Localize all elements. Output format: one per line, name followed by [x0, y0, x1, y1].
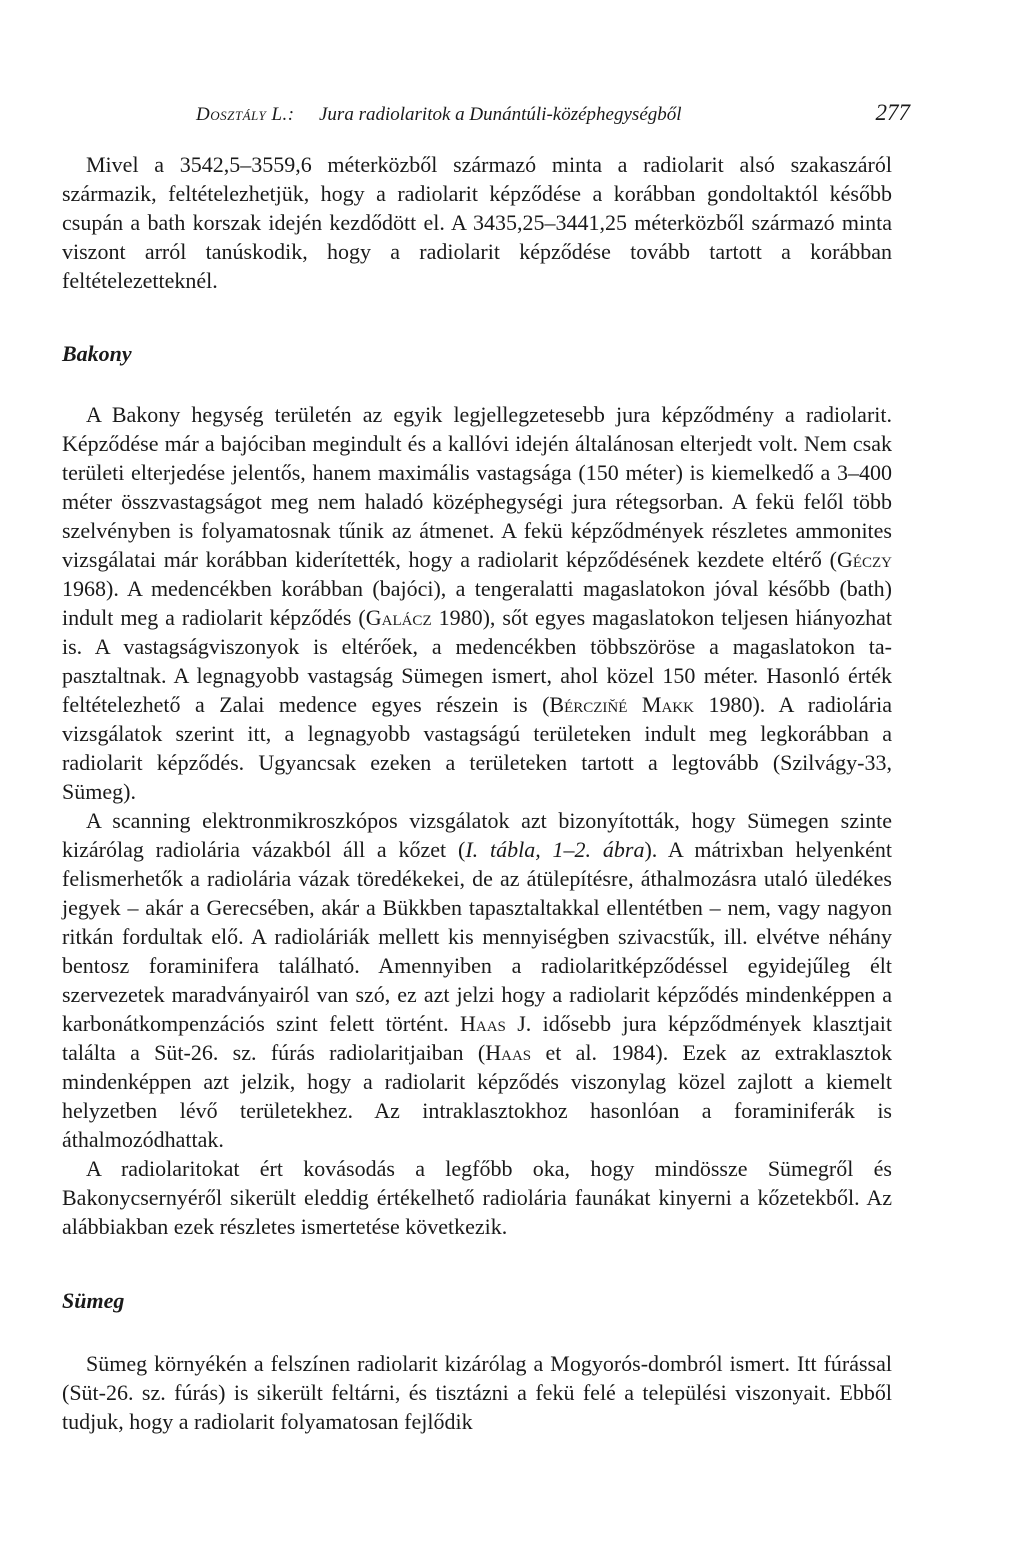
text-span: J. idősebb jura képződmények klasztjait találta a Süt-26. sz. fúrás radiolaritjaiban ( [62, 1011, 893, 1065]
sumeg-paragraph-1: Sümeg környékén a felszínen radiolarit kizárólag a Mogyorós-dombról ismert. Itt fúrással (Süt-26. sz. fúrás) is sikerült feltárni, és tisztázni a fekü felé a települési viszonyait. Ebből tudjuk, hogy a radiolarit folyamatosan fejlődik [62, 1351, 892, 1434]
page-number: 277 [875, 100, 910, 125]
bakony-paragraph-3: A radiolaritokat ért kovásodás a legfőbb oka, hogy mindössze Sümegről és Bakonycsernyéről sikerült eleddig értékelhető radiolária faunákat kinyerni a kőzetekből. Az alábbiakban ezek részletes ismertetése következik. [62, 1156, 892, 1239]
text-span: A scanning elektronmikroszkópos vizsgálatok azt bizonyították, hogy Sümegen szinte kizárólag radiolária vázakból áll a kőzet ( [62, 808, 892, 862]
text-span: 1968). A medencékben korábban (bajóci), a tengeralatti magaslatokon jóval később (bath) indult meg a radiolarit képződés ( [62, 576, 892, 630]
citation-author: Galácz [365, 605, 432, 630]
bakony-paragraph-2 [62, 806, 892, 1154]
bakony-paragraph-1 [62, 400, 892, 806]
running-header [62, 100, 910, 130]
section-heading-sumeg: Sümeg [62, 1288, 125, 1313]
header-author: Dosztály L.: [196, 104, 295, 125]
text-span: A Bakony hegység területén az egyik legjellegzetesebb jura képződmény a radiolarit. Képződése már a bajóciban megindult és a kallóvi idején általánosan elterjedt volt. Nem csak területi elterjedése jelentős, hanem maximális vastagsága (150 méter) is kiemelkedő a 3–400 méter összvastagságot meg nem haladó középhegységi jura rétegsorban. A fekü felől több szelvényben is folyamatosnak tűnik az átmenet. A fekü képződmények részletes ammonites vizsgálatai már korábban kiderítették, hogy a radiolarit képződésének kezdete eltérő ( [62, 402, 892, 572]
text-span: ). A mátrixban helyenként felismerhetők a radiolária vázak töredékekei, de az átülepítésre, áthalmozásra utaló üledékes jegyek – akár a Gerecsében, akár a Bükkben tapasztaltakkal ellentétben – nem, vagy nagyon ritkán fordultak elő. A radioláriák mellett kis mennyiségben szivacstűk, ill. elvétve néhány bentosz foraminifera található. Amennyiben a radiolaritképződéssel egyidejűleg élt szervezetek maradványairól van szó, ez azt jelzi hogy a radiolarit képződés mindenképpen a karbonátkompenzációs szint felett történt. [62, 837, 892, 1036]
citation-author: Haas [485, 1040, 532, 1065]
document-page [62, 100, 910, 1436]
citation-author: Haas [459, 1011, 506, 1036]
figure-reference: I. tábla, 1–2. ábra [465, 837, 645, 862]
section-heading-bakony: Bakony [62, 341, 132, 366]
text-span: 1980), sőt egyes magaslatokon teljesen hiányozhat is. A vastagságviszonyok is eltérőek, a medencékben többszöröse a magaslatokon tapasztaltnak. A legnagyobb vastagság Sümegen ismert, ahol közel 150 méter. Hasonló érték feltételezhető a Zalai medence egyes részein is ( [62, 605, 893, 717]
citation-author: Bérczin̆é Makk [549, 692, 694, 717]
text-span: et al. 1984). Ezek az extraklasztok mindenképpen azt jelzik, hogy a radiolarit képződés viszonylag közel zajlott a kiemelt helyzetben lévő területekhez. Az intraklasztokhoz hasonlóan a foraminiferák is áthalmozódhattak. [62, 1040, 892, 1152]
citation-author: Géczy [836, 547, 892, 572]
header-title: Jura radiolaritok a Dunántúli-középhegységből [319, 104, 682, 125]
intro-paragraph: Mivel a 3542,5–3559,6 méterközből származó minta a radiolarit alsó szakaszáról származik, feltételezhetjük, hogy a radiolarit képződése a korábban gondoltaktól később csupán a bath korszak idején kezdődött el. A 3435,25–3441,25 méterközből származó minta viszont arról tanúskodik, hogy a radiolarit képződése tovább tartott a korábban feltételezetteknél. [62, 152, 892, 293]
text-span: 1980). A radiolária vizsgálatok szerint itt, a legnagyobb vastagságú területeken indult meg legkorábban a radiolarit képződés. Ugyancsak ezeken a területeken tartott a legtovább (Szilvágy-33, Sümeg). [62, 692, 892, 804]
